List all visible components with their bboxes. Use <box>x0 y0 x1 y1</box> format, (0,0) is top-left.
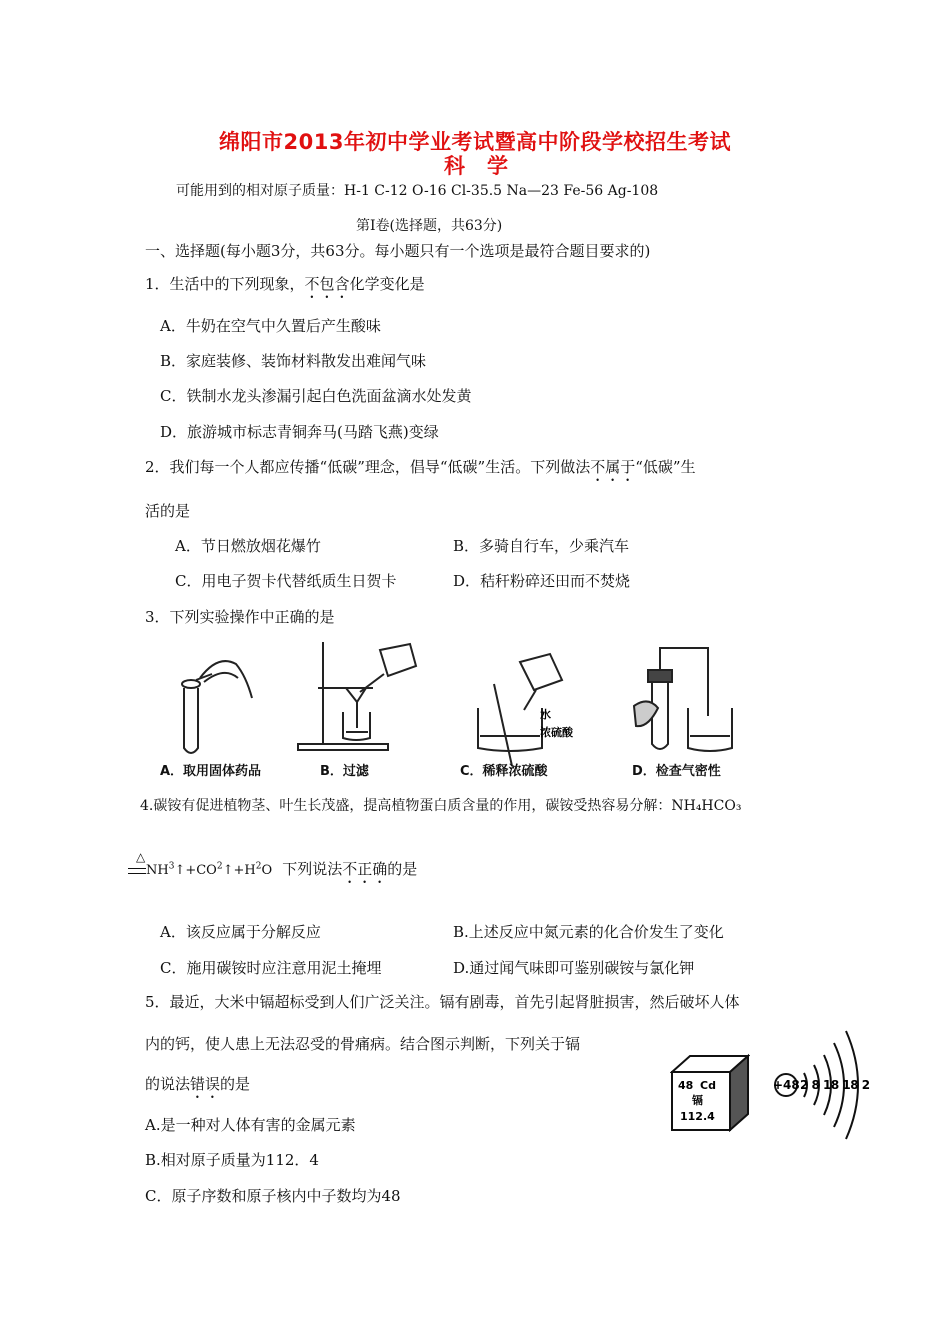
q1-option-a: A．牛奶在空气中久置后产生酸味 <box>160 317 381 335</box>
eq-h: ↑+H <box>222 863 256 878</box>
eq-nh-sup: 3 <box>168 861 175 872</box>
section-heading: 一、选择题(每小题3分，共63分。每小题只有一个选项是最符合题目要求的) <box>145 242 651 260</box>
q4-equation <box>128 850 418 887</box>
cadmium-atom-structure <box>770 1025 880 1143</box>
q2-option-c: C．用电子贺卡代替纸质生日贺卡 <box>175 572 397 590</box>
q3-label-d: D．检查气密性 <box>632 764 721 779</box>
q5-line1: 5．最近，大米中镉超标受到人们广泛关注。镉有剧毒，首先引起肾脏损害，然后破坏人体 <box>145 993 740 1011</box>
q2-stem-post: “低碳”生 <box>635 458 696 476</box>
q2-option-a: A．节日燃放烟花爆竹 <box>175 537 321 555</box>
figure-b-filtration <box>298 642 416 750</box>
q3-stem: 3．下列实验操作中正确的是 <box>145 608 335 626</box>
q4-stem2-pre: 下列说法 <box>282 860 343 878</box>
exam-title: 绵阳市2013年初中学业考试暨高中阶段学校招生考试 <box>219 130 731 154</box>
q3-label-c: C．稀释浓硫酸 <box>460 764 548 779</box>
q3-label-b: B．过滤 <box>320 764 369 779</box>
cadmium-element-cube <box>670 1052 750 1132</box>
q1-stem-pre: 1．生活中的下列现象， <box>145 275 305 293</box>
eq-co: ↑+CO <box>174 863 217 878</box>
q2-option-b: B．多骑自行车，少乘汽车 <box>453 537 630 555</box>
element-number: 48 <box>678 1079 694 1092</box>
q2-stem-pre: 2．我们每一个人都应传播“低碳”理念，倡导“低碳”生活。下列做法 <box>145 458 591 476</box>
figure-water-label: 水 <box>540 708 551 721</box>
q5-line3-emph: 错误 <box>190 1075 221 1093</box>
q1-option-c: C．铁制水龙头渗漏引起白色洗面盆滴水处发黄 <box>160 387 472 405</box>
q4-stem2-emph: 不正确 <box>342 860 388 878</box>
q2-option-d: D．秸秆粉碎还田而不焚烧 <box>453 572 631 590</box>
q4-stem: 4.碳铵有促进植物茎、叶生长茂盛，提高植物蛋白质含量的作用，碳铵受热容易分解：NH₄HCO₃ <box>140 798 742 814</box>
figure-d-airtight-check <box>634 648 732 751</box>
q3-label-a: A．取用固体药品 <box>160 764 262 779</box>
figure-acid-label: 浓硫酸 <box>540 726 573 739</box>
atom-nucleus: +48 <box>773 1078 800 1092</box>
q1-option-b: B．家庭装修、装饰材料散发出难闻气味 <box>160 352 427 370</box>
eq-o: O <box>261 863 273 878</box>
volume-heading: 第Ⅰ卷(选择题，共63分) <box>356 218 503 234</box>
q4-option-b: B.上述反应中氮元素的化合价发生了变化 <box>453 923 724 941</box>
q2-stem-emph: 不属于 <box>590 458 636 476</box>
heat-symbol: △ <box>136 850 146 864</box>
q5-line3 <box>145 1073 250 1102</box>
figure-a-test-tube <box>182 661 252 753</box>
q4-stem2-post: 的是 <box>387 860 418 878</box>
q1-option-d: D．旅游城市标志青铜奔马(马踏飞燕)变绿 <box>160 423 439 441</box>
q4-option-c: C．施用碳铵时应注意用泥土掩埋 <box>160 959 382 977</box>
element-name: 镉 <box>692 1094 703 1107</box>
eq-h-sup: 2 <box>255 861 262 872</box>
q4-stem2 <box>282 860 417 878</box>
q5-line2: 内的钙，使人患上无法忍受的骨痛病。结合图示判断，下列关于镉 <box>145 1035 581 1053</box>
q1-stem-emph: 不包含 <box>304 275 350 293</box>
q1-stem-post: 化学变化是 <box>349 275 425 293</box>
eq-co-sup: 2 <box>216 861 223 872</box>
element-mass: 112.4 <box>680 1110 715 1123</box>
subject-title: 科 学 <box>444 154 509 178</box>
q5-line3-pre: 的说法 <box>145 1075 191 1093</box>
q5-option-c: C．原子序数和原子核内中子数均为48 <box>145 1187 401 1205</box>
q5-option-b: B.相对原子质量为112．4 <box>145 1151 319 1169</box>
q5-option-a: A.是一种对人体有害的金属元素 <box>145 1116 356 1134</box>
atom-shells: 2 8 18 18 2 <box>800 1078 870 1092</box>
q4-option-a: A．该反应属于分解反应 <box>160 923 321 941</box>
q2-stem-line2: 活的是 <box>145 502 191 520</box>
q4-option-d: D.通过闻气味即可鉴别碳铵与氯化钾 <box>453 959 695 977</box>
q5-line3-post: 的是 <box>220 1075 251 1093</box>
atomic-masses: 可能用到的相对原子质量：H-1 C-12 O-16 Cl-35.5 Na—23 Fe-56 Ag-108 <box>176 183 659 199</box>
element-symbol: Cd <box>700 1079 716 1092</box>
eq-nh: NH <box>146 863 169 878</box>
q1-stem <box>145 273 425 302</box>
equals-double-line <box>128 868 146 874</box>
q2-stem <box>145 456 696 485</box>
